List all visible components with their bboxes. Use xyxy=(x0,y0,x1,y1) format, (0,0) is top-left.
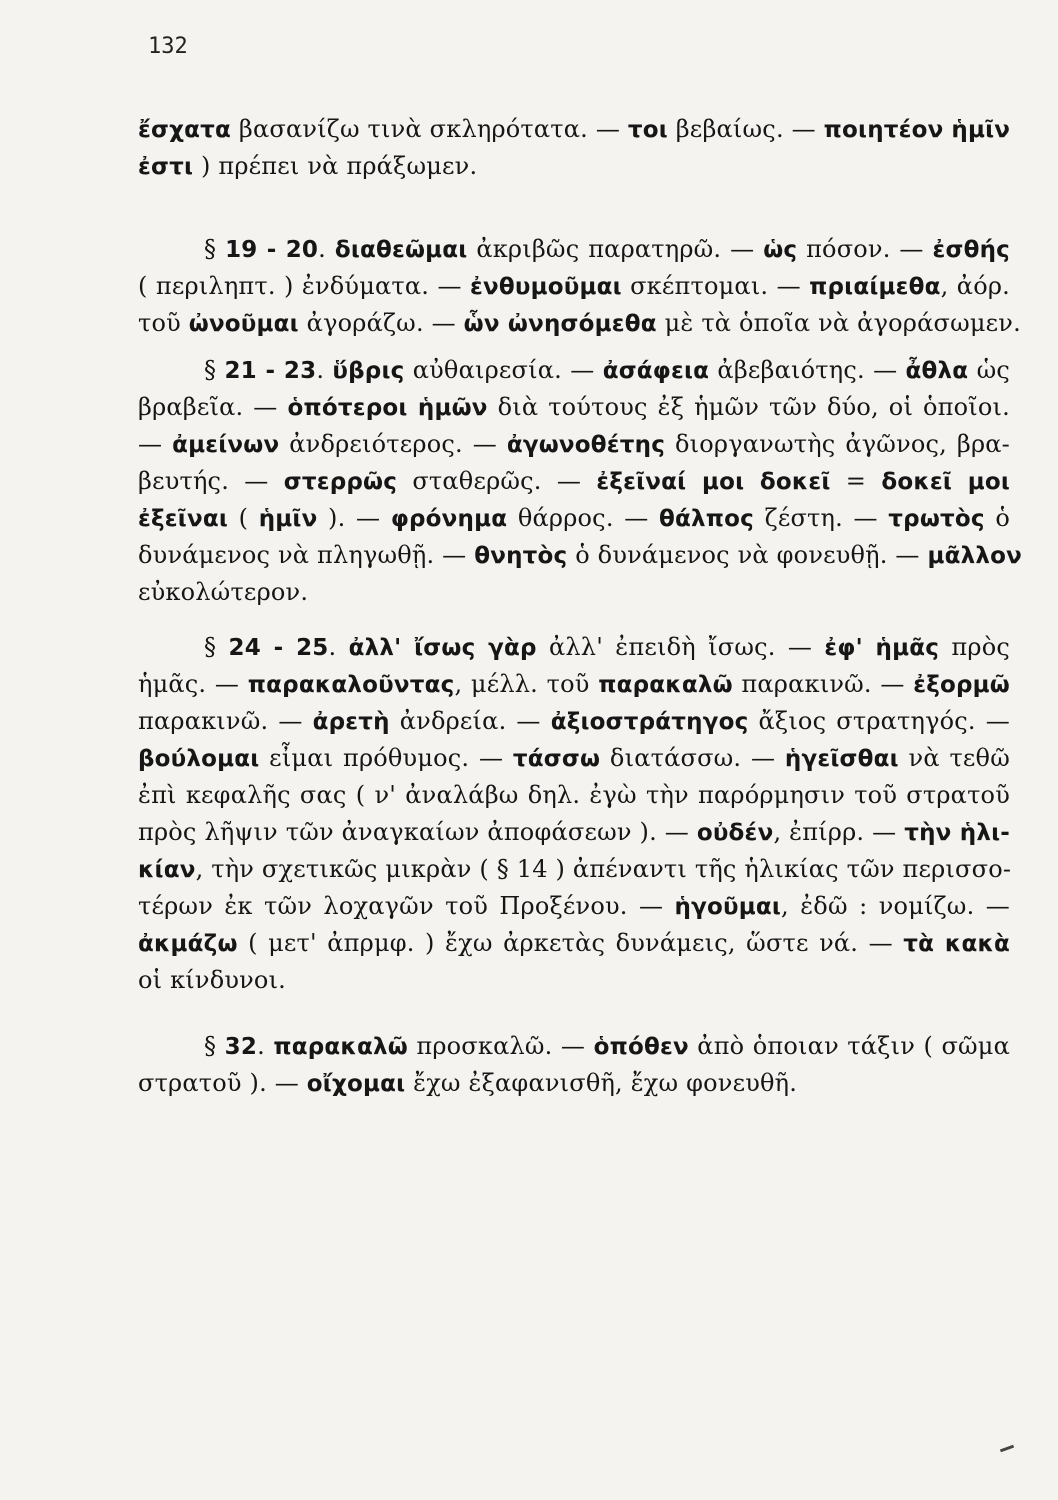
gloss-text: ὡς xyxy=(968,356,1010,384)
headword: ἡγοῦμαι xyxy=(674,894,782,920)
headword: ἡμῖν xyxy=(258,506,318,532)
gloss-text: τοῦ xyxy=(138,309,189,337)
headword: ποιητέον xyxy=(823,117,944,143)
gloss-text: προσκαλῶ. — xyxy=(407,1032,594,1060)
gloss-text: εἶμαι πρόθυμος. — xyxy=(259,744,513,772)
gloss-text: πρὸς λῆψιν τῶν ἀναγκαίων ἀποφάσεων ). — xyxy=(138,818,697,846)
headword: ἐστι xyxy=(138,154,194,180)
gloss-text: , μέλλ. τοῦ xyxy=(454,670,599,698)
gloss-text: διοργανωτὴς ἀγῶνος, βρα- xyxy=(665,430,1010,458)
gloss-text: § xyxy=(204,235,226,263)
paragraph xyxy=(138,111,1010,185)
paragraph xyxy=(138,629,1010,999)
headword: θάλπος xyxy=(659,506,755,532)
headword: ἐξορμῶ xyxy=(913,672,1010,698)
gloss-text: δυνάμενος νὰ πληγωθῇ. — xyxy=(138,541,475,569)
gloss-text: ζέστη. — xyxy=(754,504,889,532)
headword: μᾶλλον xyxy=(927,543,1022,569)
headword: τὴν ἡλι- xyxy=(904,820,1010,846)
headword: παρακαλοῦντας xyxy=(247,672,455,698)
gloss-text: ἀπὸ ὁποιαν τάξιν ( σῶμα xyxy=(688,1032,1011,1060)
paragraph xyxy=(138,352,1022,611)
headword: ἀμείνων xyxy=(172,432,280,458)
headword: ἐσθής xyxy=(932,237,1010,263)
headword: βούλομαι xyxy=(138,746,260,772)
headword: ὧν ὠνησόμεθα xyxy=(463,311,657,337)
headword: ἀλλ' ἴσως γὰρ xyxy=(348,635,537,661)
gloss-text: παρακινῶ. — xyxy=(732,670,914,698)
gloss-text: αὐθαιρεσία. — xyxy=(404,356,603,384)
gloss-text: βεβαίως. — xyxy=(667,115,824,143)
headword: ἐξεῖναί μοι δοκεῖ xyxy=(596,469,831,495)
gloss-text: παρακινῶ. — xyxy=(138,707,313,735)
headword: στερρῶς xyxy=(283,469,398,495)
gloss-text: ὁ xyxy=(984,504,1010,532)
gloss-text: μὲ τὰ ὁποῖα νὰ ἀγοράσωμεν. xyxy=(656,309,1021,337)
headword: θνητὸς xyxy=(474,543,568,569)
headword: φρόνημα xyxy=(390,506,508,532)
gloss-text: ἐπὶ κεφαλῆς σας ( ν' ἀναλάβω δηλ. ἐγὼ τὴν παρόρμησιν τοῦ στρατοῦ xyxy=(138,781,1010,809)
gloss-text: θάρρος. — xyxy=(507,504,660,532)
gloss-text: ἔχω ἐξαφανισθῆ, ἔχω φονευθῆ. xyxy=(405,1069,798,1097)
gloss-text: ἀλλ' ἐπειδὴ ἴσως. — xyxy=(536,633,825,661)
gloss-text: βευτής. — xyxy=(138,467,284,495)
gloss-text: ( xyxy=(228,504,259,532)
gloss-text: βασανίζω τινὰ σκληρότατα. — xyxy=(231,115,628,143)
text-line xyxy=(138,111,1010,148)
text-line xyxy=(138,703,1010,740)
gloss-text: ἄξιος στρατηγός. — xyxy=(748,707,1011,735)
headword: τοι xyxy=(627,117,668,143)
headword: ἐξεῖναι xyxy=(138,506,228,532)
gloss-text: ἀνδρειότερος. — xyxy=(279,430,507,458)
text-line xyxy=(138,1065,1010,1102)
gloss-text: διατάσσω. — xyxy=(600,744,785,772)
text-line xyxy=(138,305,1021,342)
text-line xyxy=(138,740,1010,777)
headword: ὡς xyxy=(763,237,798,263)
gloss-text: διὰ τούτους ἐξ ἡμῶν τῶν δύο, οἱ ὁποῖοι. xyxy=(487,393,1010,421)
headword: ἀγωνοθέτης xyxy=(506,432,666,458)
gloss-text: , ἐπίρρ. — xyxy=(773,818,905,846)
gloss-text: στρατοῦ ). — xyxy=(138,1069,307,1097)
gloss-text: ἀνδρεία. — xyxy=(389,707,551,735)
headword: 19 - 20 xyxy=(225,237,319,263)
gloss-text: εὐκολώτερον. xyxy=(138,578,309,606)
gloss-text: — xyxy=(138,430,173,458)
headword: τρωτὸς xyxy=(888,506,985,532)
text-line xyxy=(138,574,1010,611)
headword: ἆθλα xyxy=(905,358,969,384)
text-line xyxy=(138,537,1022,574)
gloss-text: σταθερῶς. — xyxy=(397,467,597,495)
headword: ἀσάφεια xyxy=(602,358,710,384)
text-line xyxy=(138,389,1010,426)
headword: πριαίμεθα xyxy=(809,274,941,300)
gloss-text: . xyxy=(328,633,349,661)
gloss-text: § xyxy=(204,633,229,661)
gloss-text: ( μετ' ἀπρμφ. ) ἔχω ἀρκετὰς δυνάμεις, ὥστε νά. — xyxy=(237,929,904,957)
gloss-text: ἀκριβῶς παρατηρῶ. — xyxy=(467,235,764,263)
text-line xyxy=(138,814,1010,851)
gloss-text: ) πρέπει νὰ πράξωμεν. xyxy=(193,152,478,180)
text-line xyxy=(138,1028,1010,1065)
headword: παρακαλῶ xyxy=(273,1034,408,1060)
text-line xyxy=(138,629,1010,666)
headword: τάσσω xyxy=(512,746,601,772)
headword: 32 xyxy=(224,1034,258,1060)
headword: ἀρετὴ xyxy=(312,709,390,735)
text-line xyxy=(138,268,1010,305)
headword: 21 - 23 xyxy=(224,358,317,384)
text-line xyxy=(138,851,1010,888)
ink-mark xyxy=(1000,1445,1014,1453)
gloss-text: ὁ δυνάμενος νὰ φονευθῇ. — xyxy=(567,541,928,569)
text-line xyxy=(138,148,1010,185)
gloss-text: βραβεῖα. — xyxy=(138,393,288,421)
gloss-text: . xyxy=(316,356,333,384)
headword: ὁπόθεν xyxy=(593,1034,689,1060)
page-number: 132 xyxy=(148,34,188,59)
gloss-text: , ἐδῶ : νομίζω. — xyxy=(781,892,1010,920)
gloss-text: , τὴν σχετικῶς μικρὰν ( § 14 ) ἀπέναντι τῆς ἡλικίας τῶν περισσο- xyxy=(195,855,1012,883)
headword: ἀκμάζω xyxy=(138,931,238,957)
headword: 24 - 25 xyxy=(228,635,329,661)
headword: ἡμῖν xyxy=(951,117,1011,143)
headword: οὐδέν xyxy=(696,820,774,846)
text-line xyxy=(138,463,1010,500)
text-line xyxy=(138,352,1010,389)
gloss-text: πρὸς xyxy=(939,633,1010,661)
gloss-text: ἀβεβαιότης. — xyxy=(709,356,906,384)
headword: ἐφ' ἡμᾶς xyxy=(824,635,940,661)
gloss-text: § xyxy=(204,356,225,384)
gloss-text: σκέπτομαι. — xyxy=(621,272,810,300)
gloss-text: ). — xyxy=(317,504,391,532)
text-line xyxy=(138,777,1010,814)
gloss-text: = xyxy=(830,467,882,495)
headword: ὁπότεροι ἡμῶν xyxy=(287,395,488,421)
headword: ὕβρις xyxy=(332,358,405,384)
headword: δοκεῖ μοι xyxy=(881,469,1010,495)
gloss-text: . xyxy=(318,235,335,263)
paragraph xyxy=(138,231,1021,342)
headword: κίαν xyxy=(138,857,196,883)
paragraph xyxy=(138,1028,1010,1102)
gloss-text: ἡμᾶς. — xyxy=(138,670,248,698)
gloss-text: , ἀόρ. xyxy=(940,272,1010,300)
headword: ἔσχατα xyxy=(138,117,232,143)
text-line xyxy=(138,231,1010,268)
headword: ἡγεῖσθαι xyxy=(784,746,899,772)
gloss-text: ἀγοράζω. — xyxy=(298,309,464,337)
headword: ὠνοῦμαι xyxy=(188,311,299,337)
gloss-text: νὰ τεθῶ xyxy=(898,744,1010,772)
gloss-text: ( περιληπτ. ) ἐνδύματα. — xyxy=(138,272,471,300)
text-line xyxy=(138,666,1010,703)
gloss-text: τέρων ἐκ τῶν λοχαγῶν τοῦ Προξένου. — xyxy=(138,892,675,920)
gloss-text: πόσον. — xyxy=(797,235,933,263)
text-line xyxy=(138,426,1010,463)
headword: οἴχομαι xyxy=(306,1071,406,1097)
headword: τὰ κακὰ xyxy=(903,931,1011,957)
text-line xyxy=(138,962,1010,999)
headword: ἐνθυμοῦμαι xyxy=(470,274,622,300)
headword: διαθεῶμαι xyxy=(334,237,468,263)
headword: παρακαλῶ xyxy=(598,672,733,698)
gloss-text: . xyxy=(257,1032,274,1060)
gloss-text: § xyxy=(204,1032,225,1060)
text-line xyxy=(138,925,1010,962)
text-line xyxy=(138,888,1010,925)
text-line xyxy=(138,500,1010,537)
gloss-text: οἱ κίνδυνοι. xyxy=(138,966,287,994)
headword: ἀξιοστράτηγος xyxy=(550,709,749,735)
